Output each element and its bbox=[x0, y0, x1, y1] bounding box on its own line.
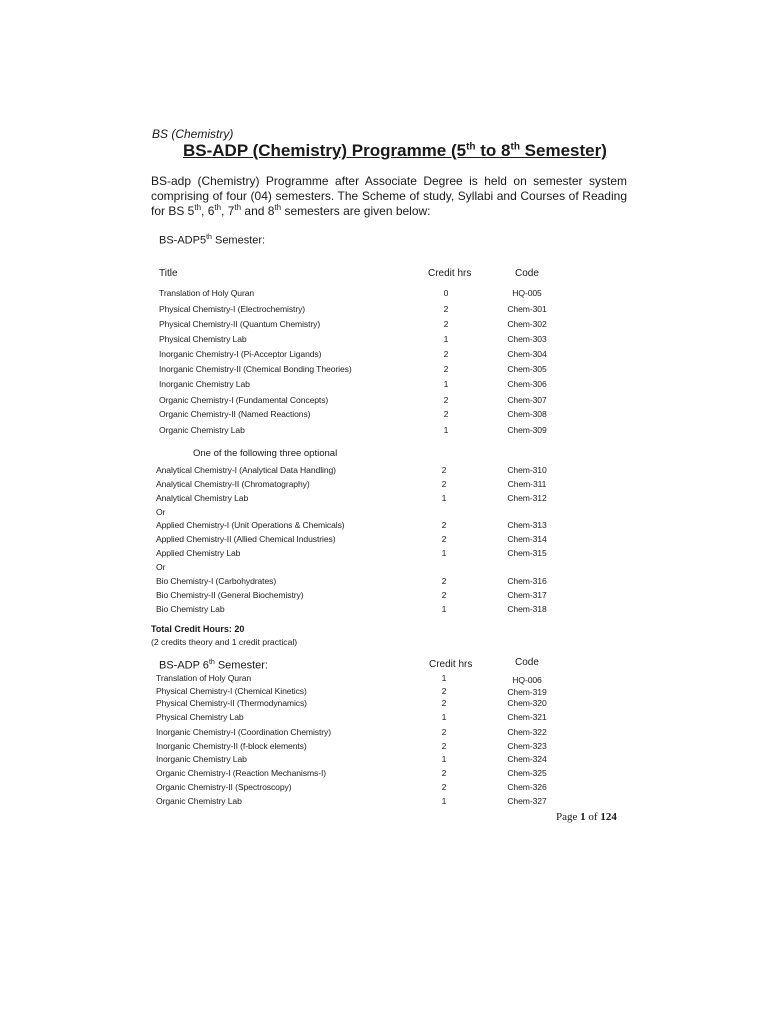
or-separator: Or bbox=[156, 562, 166, 572]
course-credit: 2 bbox=[443, 364, 449, 374]
sem5-col-code: Code bbox=[515, 268, 539, 279]
sem6-title-sup: th bbox=[208, 659, 215, 666]
course-code: Chem-312 bbox=[507, 493, 547, 503]
course-title: Analytical Chemistry Lab bbox=[156, 493, 249, 503]
course-code: Chem-316 bbox=[507, 576, 547, 586]
course-title: Physical Chemistry-II (Quantum Chemistry) bbox=[159, 319, 321, 329]
course-code: Chem-310 bbox=[507, 465, 547, 475]
course-code: HQ-006 bbox=[512, 675, 542, 685]
total-credit-note: (2 credits theory and 1 credit practical) bbox=[151, 637, 298, 647]
course-title: Organic Chemistry Lab bbox=[159, 425, 245, 435]
course-code: Chem-325 bbox=[507, 768, 547, 778]
course-title: Applied Chemistry Lab bbox=[156, 548, 241, 558]
course-code: Chem-308 bbox=[507, 409, 547, 419]
course-credit: 2 bbox=[441, 479, 447, 489]
intro-text-1: BS-adp (Chemistry) Programme after Associate Degree is held on semester system comprising of four (04) semesters. The Scheme of study, Syllabi and Courses of Reading for BS 5 bbox=[151, 174, 627, 218]
course-credit: 2 bbox=[443, 319, 449, 329]
course-credit: 2 bbox=[441, 576, 447, 586]
course-code: Chem-315 bbox=[507, 548, 547, 558]
title-suffix: Semester) bbox=[519, 141, 607, 160]
course-title: Applied Chemistry-II (Allied Chemical Industries) bbox=[156, 534, 336, 544]
course-credit: 2 bbox=[441, 727, 447, 737]
title-sup-2: th bbox=[510, 141, 520, 153]
course-credit: 2 bbox=[441, 534, 447, 544]
intro-paragraph bbox=[151, 174, 627, 219]
course-title: Inorganic Chemistry Lab bbox=[159, 379, 250, 389]
course-credit: 2 bbox=[443, 304, 449, 314]
intro-sup-3: th bbox=[234, 203, 242, 212]
course-code: Chem-313 bbox=[507, 520, 547, 530]
course-credit: 2 bbox=[443, 349, 449, 359]
course-title: Physical Chemistry-II (Thermodynamics) bbox=[156, 698, 307, 708]
sem5-title-prefix: BS-ADP5 bbox=[159, 234, 207, 247]
course-title: Inorganic Chemistry-I (Coordination Chemistry) bbox=[156, 727, 331, 737]
course-title: Inorganic Chemistry-I (Pi-Acceptor Ligands) bbox=[159, 349, 322, 359]
course-credit: 2 bbox=[443, 409, 449, 419]
intro-sup-2: th bbox=[214, 203, 222, 212]
course-credit: 1 bbox=[441, 548, 447, 558]
course-credit: 1 bbox=[443, 379, 449, 389]
course-title: Organic Chemistry-I (Reaction Mechanisms-I) bbox=[156, 768, 327, 778]
course-code: Chem-319 bbox=[507, 687, 547, 697]
course-code: Chem-326 bbox=[507, 782, 547, 792]
course-title: Physical Chemistry-I (Chemical Kinetics) bbox=[156, 686, 307, 696]
title-sup-1: th bbox=[466, 141, 476, 153]
page-number bbox=[556, 811, 617, 823]
course-code: Chem-301 bbox=[507, 304, 547, 314]
page-total: 124 bbox=[600, 811, 617, 823]
page-current: 1 bbox=[580, 811, 586, 823]
course-code: Chem-309 bbox=[507, 425, 547, 435]
course-title: Analytical Chemistry-I (Analytical Data Handling) bbox=[156, 465, 336, 475]
course-code: Chem-303 bbox=[507, 334, 547, 344]
course-credit: 1 bbox=[441, 673, 447, 683]
course-code: Chem-321 bbox=[507, 712, 547, 722]
course-credit: 1 bbox=[441, 796, 447, 806]
page-word: Page bbox=[556, 811, 578, 823]
intro-text-4: and 8 bbox=[241, 204, 275, 218]
course-credit: 0 bbox=[443, 288, 449, 298]
course-credit: 2 bbox=[441, 590, 447, 600]
course-title: Physical Chemistry Lab bbox=[159, 334, 247, 344]
course-code: Chem-322 bbox=[507, 727, 547, 737]
course-code: Chem-311 bbox=[507, 479, 547, 489]
course-code: Chem-318 bbox=[507, 604, 547, 614]
intro-sup-1: th bbox=[194, 203, 202, 212]
course-code: Chem-302 bbox=[507, 319, 547, 329]
course-title: Physical Chemistry Lab bbox=[156, 712, 244, 722]
course-credit: 2 bbox=[441, 782, 447, 792]
sem5-title-suffix: Semester: bbox=[211, 234, 266, 247]
sem5-title-sup: th bbox=[206, 234, 212, 241]
course-title: Organic Chemistry-I (Fundamental Concepts) bbox=[159, 395, 329, 405]
course-code: Chem-320 bbox=[507, 698, 547, 708]
course-title: Inorganic Chemistry-II (Chemical Bonding Theories) bbox=[159, 364, 352, 374]
page-title bbox=[183, 141, 607, 161]
optional-heading: One of the following three optional bbox=[193, 448, 338, 459]
course-title: Organic Chemistry Lab bbox=[156, 796, 242, 806]
intro-sup-4: th bbox=[274, 203, 282, 212]
intro-text-5: semesters are given below: bbox=[281, 204, 431, 218]
course-code: Chem-314 bbox=[507, 534, 547, 544]
course-title: Organic Chemistry-II (Spectroscopy) bbox=[156, 782, 292, 792]
course-code: Chem-307 bbox=[507, 395, 547, 405]
of-word: of bbox=[588, 811, 598, 823]
course-code: Chem-304 bbox=[507, 349, 547, 359]
sem6-title-suffix: Semester: bbox=[214, 659, 268, 672]
course-title: Inorganic Chemistry Lab bbox=[156, 754, 247, 764]
course-credit: 1 bbox=[443, 334, 449, 344]
title-mid: to 8 bbox=[475, 141, 511, 160]
course-credit: 1 bbox=[443, 425, 449, 435]
course-credit: 1 bbox=[441, 493, 447, 503]
course-credit: 2 bbox=[441, 741, 447, 751]
sem6-title-prefix: BS-ADP 6 bbox=[159, 659, 209, 672]
total-credit-hours: Total Credit Hours: 20 bbox=[151, 624, 245, 634]
course-credit: 2 bbox=[441, 698, 447, 708]
course-credit: 2 bbox=[441, 465, 447, 475]
title-prefix: BS-ADP (Chemistry) Programme (5 bbox=[183, 141, 467, 160]
course-credit: 2 bbox=[443, 395, 449, 405]
course-code: Chem-306 bbox=[507, 379, 547, 389]
course-code: Chem-324 bbox=[507, 754, 547, 764]
intro-text-3: , 7 bbox=[221, 204, 235, 218]
course-title: Applied Chemistry-I (Unit Operations & Chemicals) bbox=[156, 520, 345, 530]
intro-text-2: , 6 bbox=[201, 204, 215, 218]
course-title: Translation of Holy Quran bbox=[159, 288, 255, 298]
course-credit: 2 bbox=[441, 520, 447, 530]
course-credit: 2 bbox=[441, 768, 447, 778]
sem5-col-credit: Credit hrs bbox=[428, 268, 472, 279]
course-credit: 1 bbox=[441, 712, 447, 722]
course-title: Bio Chemistry-I (Carbohydrates) bbox=[156, 576, 277, 586]
subject-label: BS (Chemistry) bbox=[152, 127, 234, 141]
sem5-title bbox=[159, 234, 265, 247]
course-code: Chem-317 bbox=[507, 590, 547, 600]
course-code: Chem-327 bbox=[507, 796, 547, 806]
course-credit: 1 bbox=[441, 754, 447, 764]
course-title: Inorganic Chemistry-II (f-block elements) bbox=[156, 741, 307, 751]
course-title: Bio Chemistry Lab bbox=[156, 604, 225, 614]
course-title: Bio Chemistry-II (General Biochemistry) bbox=[156, 590, 304, 600]
sem6-col-code: Code bbox=[515, 657, 539, 668]
course-code: Chem-305 bbox=[507, 364, 547, 374]
course-title: Organic Chemistry-II (Named Reactions) bbox=[159, 409, 311, 419]
course-code: HQ-005 bbox=[512, 288, 542, 298]
course-title: Physical Chemistry-I (Electrochemistry) bbox=[159, 304, 306, 314]
sem5-col-title: Title bbox=[159, 268, 178, 279]
sem6-title bbox=[159, 659, 268, 672]
course-title: Analytical Chemistry-II (Chromatography) bbox=[156, 479, 310, 489]
sem6-col-credit: Credit hrs bbox=[429, 659, 473, 670]
course-credit: 2 bbox=[441, 686, 447, 696]
course-code: Chem-323 bbox=[507, 741, 547, 751]
or-separator: Or bbox=[156, 507, 166, 517]
course-title: Translation of Holy Quran bbox=[156, 673, 252, 683]
course-credit: 1 bbox=[441, 604, 447, 614]
